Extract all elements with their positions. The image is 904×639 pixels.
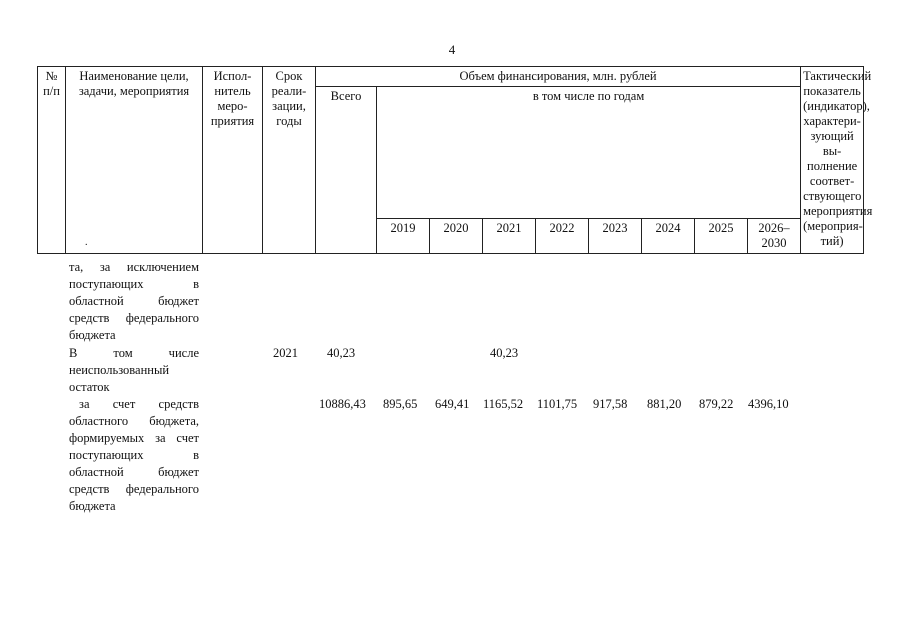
header-year: 2025	[695, 219, 748, 254]
stray-dot: .	[85, 237, 88, 248]
row-value: 649,41	[435, 397, 470, 411]
row-value-2021: 40,23	[490, 346, 519, 360]
row-total: 40,23	[327, 346, 356, 360]
page-number: 4	[448, 42, 456, 57]
row-value: 917,58	[593, 397, 628, 411]
header-year: 2026–2030	[748, 219, 801, 254]
header-num: № п/п	[38, 67, 66, 254]
row-text: В том числе неиспользованный остаток	[69, 346, 199, 394]
header-total: Всего	[316, 87, 377, 254]
header-year: 2023	[589, 219, 642, 254]
row-text: та, за исключением поступающих в областной бюджет средств федерального бюджета	[69, 260, 199, 342]
header-by-years: в том числе по годам	[377, 87, 801, 219]
row-text: за счет средств областного бюджета, формируемых за счет поступающих в областной бюджет средств федерального бюджета	[69, 397, 199, 513]
row-value: 895,65	[383, 397, 418, 411]
header-term: Срок реали-зации, годы	[263, 67, 316, 254]
header-year: 2020	[430, 219, 483, 254]
header-executor: Испол-нитель меро-приятия	[203, 67, 263, 254]
row-value: 1101,75	[537, 397, 578, 411]
header-name: Наименование цели, задачи, мероприятия	[66, 67, 203, 254]
header-year: 2021	[483, 219, 536, 254]
header-table	[37, 66, 873, 254]
header-year: 2022	[536, 219, 589, 254]
row-value: 4396,10	[748, 397, 789, 411]
row-value: 881,20	[647, 397, 682, 411]
header-year: 2024	[642, 219, 695, 254]
row-value: 1165,52	[483, 397, 524, 411]
header-year: 2019	[377, 219, 430, 254]
header-funding: Объем финансирования, млн. рублей	[316, 67, 801, 87]
header-indicator: Тактический показатель (индикатор), характери-зующий вы-полнение соответ-ствующего мероприятия (мероприя-тий)	[801, 67, 864, 254]
row-term: 2021	[273, 346, 298, 360]
row-total: 10886,43	[319, 397, 366, 411]
row-value: 879,22	[699, 397, 734, 411]
